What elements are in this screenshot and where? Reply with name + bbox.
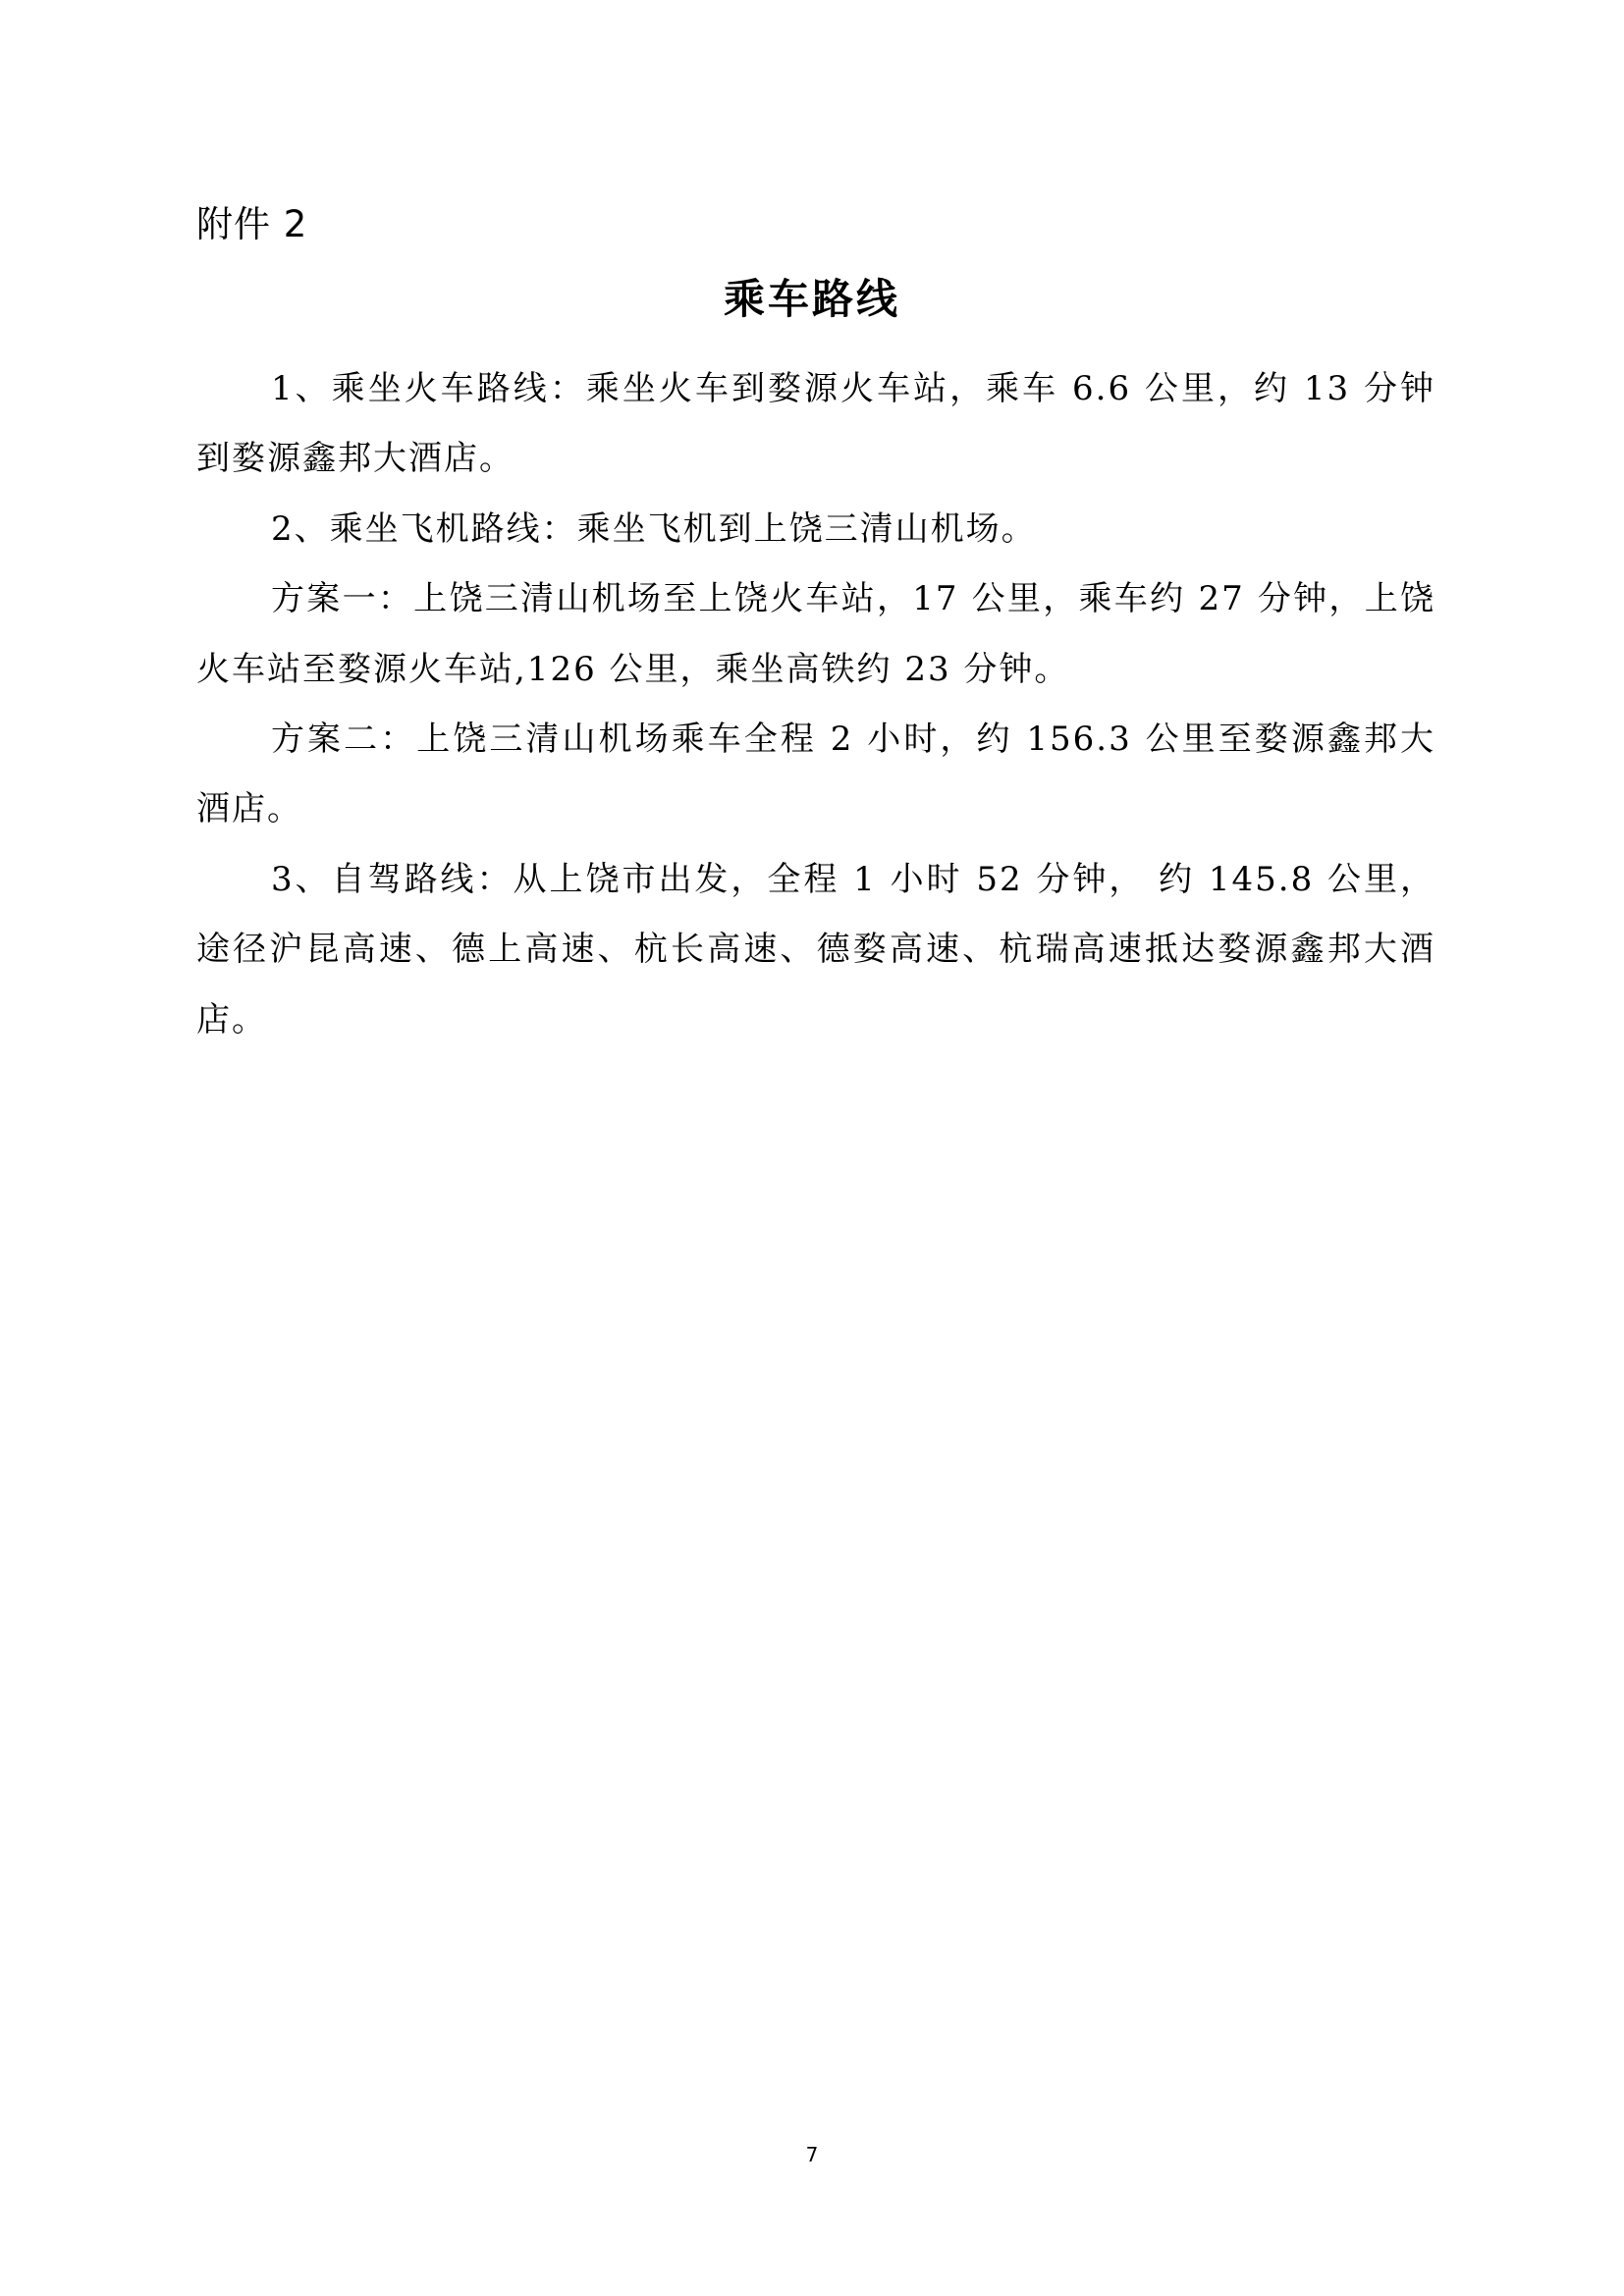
page-number: 7 bbox=[805, 2143, 819, 2166]
document-body bbox=[196, 354, 1435, 1055]
paragraph-plan-two: 方案二：上饶三清山机场乘车全程 2 小时，约 156.3 公里至婺源鑫邦大酒店。 bbox=[196, 720, 1435, 829]
paragraph-plan-one: 方案一：上饶三清山机场至上饶火车站，17 公里，乘车约 27 分钟，上饶火车站至婺源火车站,126 公里，乘坐高铁约 23 分钟。 bbox=[196, 579, 1435, 689]
attachment-label: 附件 2 bbox=[196, 203, 308, 245]
document-title: 乘车路线 bbox=[723, 275, 900, 323]
paragraph-driving-route: 3、自驾路线：从上饶市出发，全程 1 小时 52 分钟， 约 145.8 公里，途径沪昆高速、德上高速、杭长高速、德婺高速、杭瑞高速抵达婺源鑫邦大酒店。 bbox=[196, 859, 1435, 1040]
paragraph-flight-route: 2、乘坐飞机路线：乘坐飞机到上饶三清山机场。 bbox=[271, 508, 1037, 549]
paragraph-train-route: 1、乘坐火车路线：乘坐火车到婺源火车站，乘车 6.6 公里，约 13 分钟到婺源鑫邦大酒店。 bbox=[196, 369, 1435, 479]
